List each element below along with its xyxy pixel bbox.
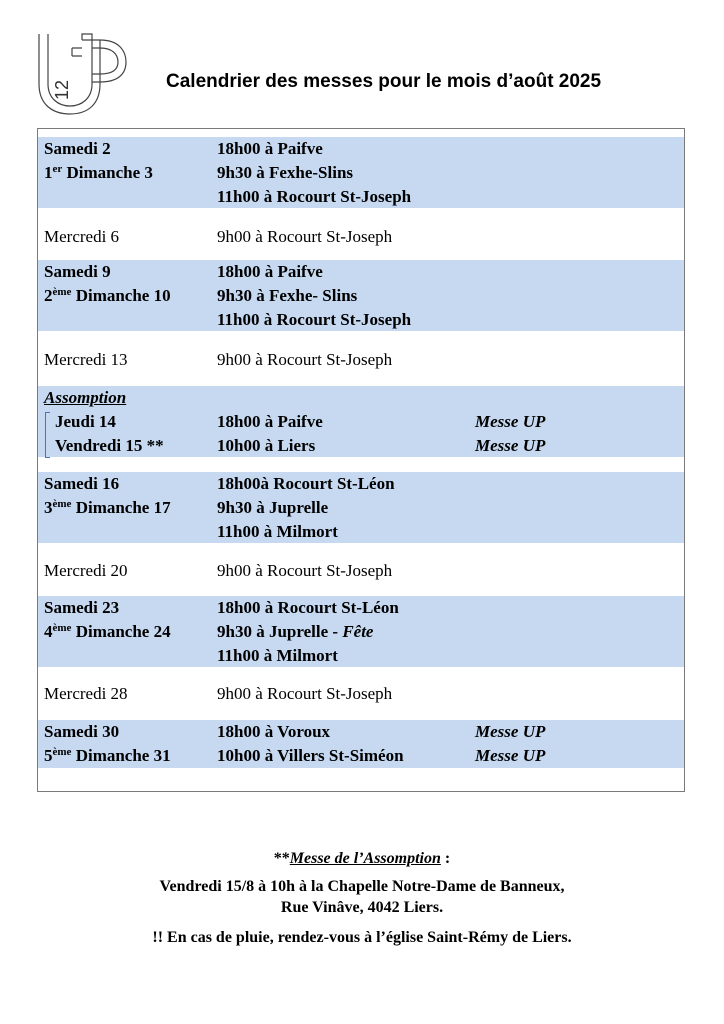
logo-number: 12 <box>52 79 72 100</box>
day-label: 1er Dimanche 3 <box>44 163 153 182</box>
schedule-row <box>38 386 684 410</box>
schedule-row <box>38 559 684 583</box>
day-label: 3ème Dimanche 17 <box>44 498 171 517</box>
schedule-block <box>38 559 684 583</box>
day-label: Mercredi 20 <box>44 561 128 580</box>
mass-time: 18h00 à Paifve <box>217 262 323 281</box>
day-label: Vendredi 15 ** <box>55 436 164 455</box>
mass-time: 18h00 à Paifve <box>217 139 323 158</box>
assumption-note-heading: **Messe de l’Assomption : <box>273 850 451 867</box>
schedule-row <box>38 434 684 458</box>
day-label: Samedi 30 <box>44 722 120 741</box>
mass-time: 18h00 à Voroux <box>217 722 331 741</box>
day-label: Samedi 23 <box>44 598 120 617</box>
day-label: Samedi 9 <box>44 262 111 281</box>
schedule-row <box>38 260 684 284</box>
day-label: Mercredi 28 <box>44 684 128 703</box>
mass-note: Messe UP <box>475 436 546 455</box>
schedule-row <box>38 161 684 185</box>
section-heading: Assomption <box>44 388 127 407</box>
mass-time: 9h00 à Rocourt St-Joseph <box>217 227 393 246</box>
day-label: Jeudi 14 <box>55 412 116 431</box>
mass-time: 9h30 à Juprelle - Fête <box>217 622 374 641</box>
schedule-row <box>38 225 684 249</box>
mass-time: 9h30 à Fexhe-Slins <box>217 163 354 182</box>
mass-time: 18h00 à Rocourt St-Léon <box>217 598 399 617</box>
mass-note: Messe UP <box>475 722 546 741</box>
day-label: Mercredi 13 <box>44 350 128 369</box>
schedule-row <box>38 137 684 161</box>
mass-time: 11h00 à Rocourt St-Joseph <box>217 310 412 329</box>
feast-label: Fête <box>342 622 374 641</box>
schedule-block <box>38 260 684 331</box>
schedule-block <box>38 386 684 457</box>
schedule-row <box>38 185 684 209</box>
mass-note: Messe UP <box>475 412 546 431</box>
mass-note: Messe UP <box>475 746 546 765</box>
mass-time: 9h00 à Rocourt St-Joseph <box>217 684 393 703</box>
day-label: Samedi 16 <box>44 474 120 493</box>
schedule-row <box>38 496 684 520</box>
day-label: 2ème Dimanche 10 <box>44 286 171 305</box>
schedule-row <box>38 682 684 706</box>
schedule-block <box>38 596 684 667</box>
schedule-row <box>38 520 684 544</box>
schedule-block <box>38 682 684 706</box>
schedule-block <box>38 225 684 249</box>
mass-time: 9h00 à Rocourt St-Joseph <box>217 350 393 369</box>
mass-time: 10h00 à Liers <box>217 436 316 455</box>
assumption-note-line1: Vendredi 15/8 à 10h à la Chapelle Notre-Dame de Banneux, <box>159 878 565 895</box>
day-label: Samedi 2 <box>44 139 111 158</box>
schedule-row <box>38 596 684 620</box>
page-title: Calendrier des messes pour le mois d’août 2025 <box>166 71 602 92</box>
day-label: 4ème Dimanche 24 <box>44 622 171 641</box>
schedule-row <box>38 644 684 668</box>
schedule-row <box>38 410 684 434</box>
day-label: Mercredi 6 <box>44 227 120 246</box>
mass-time: 11h00 à Rocourt St-Joseph <box>217 187 412 206</box>
day-label: 5ème Dimanche 31 <box>44 746 171 765</box>
schedule-row <box>38 348 684 372</box>
mass-time: 9h30 à Fexhe- Slins <box>217 286 358 305</box>
mass-time: 11h00 à Milmort <box>217 646 338 665</box>
schedule-row <box>38 308 684 332</box>
mass-time: 18h00 à Paifve <box>217 412 323 431</box>
rain-notice: !! En cas de pluie, rendez-vous à l’église Saint-Rémy de Liers. <box>152 929 572 946</box>
mass-time: 10h00 à Villers St-Siméon <box>217 746 404 765</box>
up12-logo <box>36 32 128 116</box>
schedule-row <box>38 744 684 768</box>
schedule-block <box>38 137 684 208</box>
schedule-block <box>38 472 684 543</box>
schedule-block <box>38 720 684 768</box>
mass-time: 9h30 à Juprelle <box>217 498 329 517</box>
schedule-row <box>38 472 684 496</box>
mass-time: 11h00 à Milmort <box>217 522 338 541</box>
mass-time: 18h00à Rocourt St-Léon <box>217 474 395 493</box>
schedule-row <box>38 720 684 744</box>
assumption-note-line2: Rue Vinâve, 4042 Liers. <box>280 899 444 916</box>
schedule-block <box>38 348 684 372</box>
mass-schedule-table <box>37 128 685 792</box>
mass-time: 9h00 à Rocourt St-Joseph <box>217 561 393 580</box>
schedule-row <box>38 284 684 308</box>
schedule-row <box>38 620 684 644</box>
